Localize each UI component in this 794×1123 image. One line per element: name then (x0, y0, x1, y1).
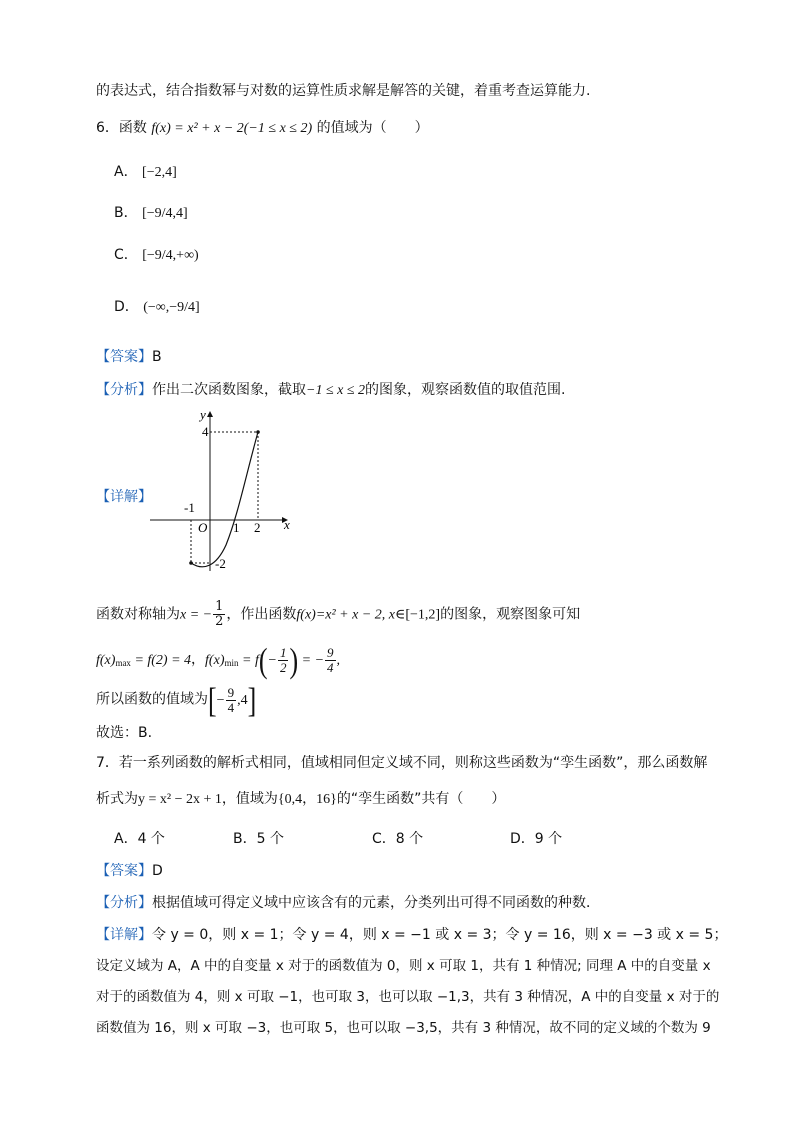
parabola-graph (148, 405, 298, 575)
choose-line: 故选：B. (96, 725, 153, 741)
svg-text:1: 1 (233, 520, 240, 535)
q7-option-c: C．8 个 (372, 831, 424, 847)
question-tail: 的值域为（ ） (316, 120, 429, 136)
svg-text:x: x (284, 517, 290, 532)
question-number: 6．函数 (96, 120, 147, 136)
svg-text:-2: -2 (215, 556, 226, 571)
detail-line-2: f(x)max = f(2) = 4，f(x)min = f(− $\frac{1}{2}$ ) = − $\frac{9}{4}$ , (96, 640, 341, 680)
continued-text: 的表达式，结合指数幂与对数的运算性质求解是解答的关键，着重考查运算能力. (96, 83, 591, 99)
detail-line-1: 函数对称轴为x = − $\frac{1}{2}$ ，作出函数f(x)=x² + x − 2, x∈[−1,2]的图象，观察图象可知 (96, 599, 581, 629)
svg-text:O: O (198, 520, 208, 535)
detail-6 (96, 487, 152, 507)
option-b: B． [−9/4,4] (114, 205, 188, 221)
svg-text:4: 4 (202, 424, 209, 439)
q7-option-b: B．5 个 (233, 831, 284, 847)
answer-7: 【答案】D (96, 863, 163, 879)
detail-line-3: 所以函数的值域为[− $\frac{9}{4}$ ,4] (96, 680, 257, 720)
detail-7-line-2: 设定义域为 A，A 中的自变量 x 对于的函数值为 0，则 x 可取 1，共有 1 种情况; 同理 A 中的自变量 x (96, 958, 711, 974)
detail-7-line-4: 函数值为 16，则 x 可取 −3，也可取 5，也可以取 −3,5，共有 3 种情况，故不同的定义域的个数为 9 (96, 1020, 711, 1036)
y-axis-arrow-icon (207, 411, 213, 417)
question-6 (96, 118, 429, 139)
option-c-value: [−9/4,+∞) (142, 248, 199, 263)
q7-option-a: A．4 个 (114, 831, 165, 847)
answer-tag: 【答案】 (96, 349, 152, 365)
option-a-value: [−2,4] (142, 165, 177, 180)
parabola-curve (191, 432, 258, 567)
option-d-value: (−∞,−9/4] (143, 300, 200, 315)
q7-option-d: D．9 个 (510, 831, 563, 847)
detail-7-line-3: 对于的函数值为 4，则 x 可取 −1，也可取 3，也可以取 −1,3，共有 3 种情况，A 中的自变量 x 对于的 (96, 989, 720, 1005)
option-a: A． [−2,4] (114, 164, 177, 180)
option-b-value: [−9/4,4] (142, 206, 188, 221)
question-7-line-2: 析式为y = x² − 2x + 1，值域为{0,4，16}的“孪生函数”共有（ ） (96, 791, 506, 807)
detail-7-line-1: 【详解】令 y = 0，则 x = 1；令 y = 4，则 x = −1 或 x = 3；令 y = 16，则 x = −3 或 x = 5； (96, 927, 728, 943)
svg-text:-1: -1 (184, 500, 195, 515)
analysis-6: 【分析】作出二次函数图象，截取−1 ≤ x ≤ 2的图象，观察函数值的取值范围. (96, 382, 566, 398)
question-7-line-1: 7．若一系列函数的解析式相同，值域相同但定义域不同，则称这些函数为“孪生函数”，那么函数解 (96, 755, 708, 771)
function-expression: f(x) = x² + x − 2(−1 ≤ x ≤ 2) (151, 121, 313, 136)
option-d: D． (−∞,−9/4] (114, 299, 200, 315)
svg-text:y: y (200, 407, 206, 422)
svg-text:2: 2 (254, 520, 261, 535)
analysis-7: 【分析】根据值域可得定义域中应该含有的元素，分类列出可得不同函数的种数． (96, 895, 600, 911)
detail-tag: 【详解】 (96, 489, 152, 505)
answer-6: 【答案】B (96, 349, 162, 365)
analysis-tag: 【分析】 (96, 382, 152, 398)
option-c: C． [−9/4,+∞) (114, 247, 199, 263)
